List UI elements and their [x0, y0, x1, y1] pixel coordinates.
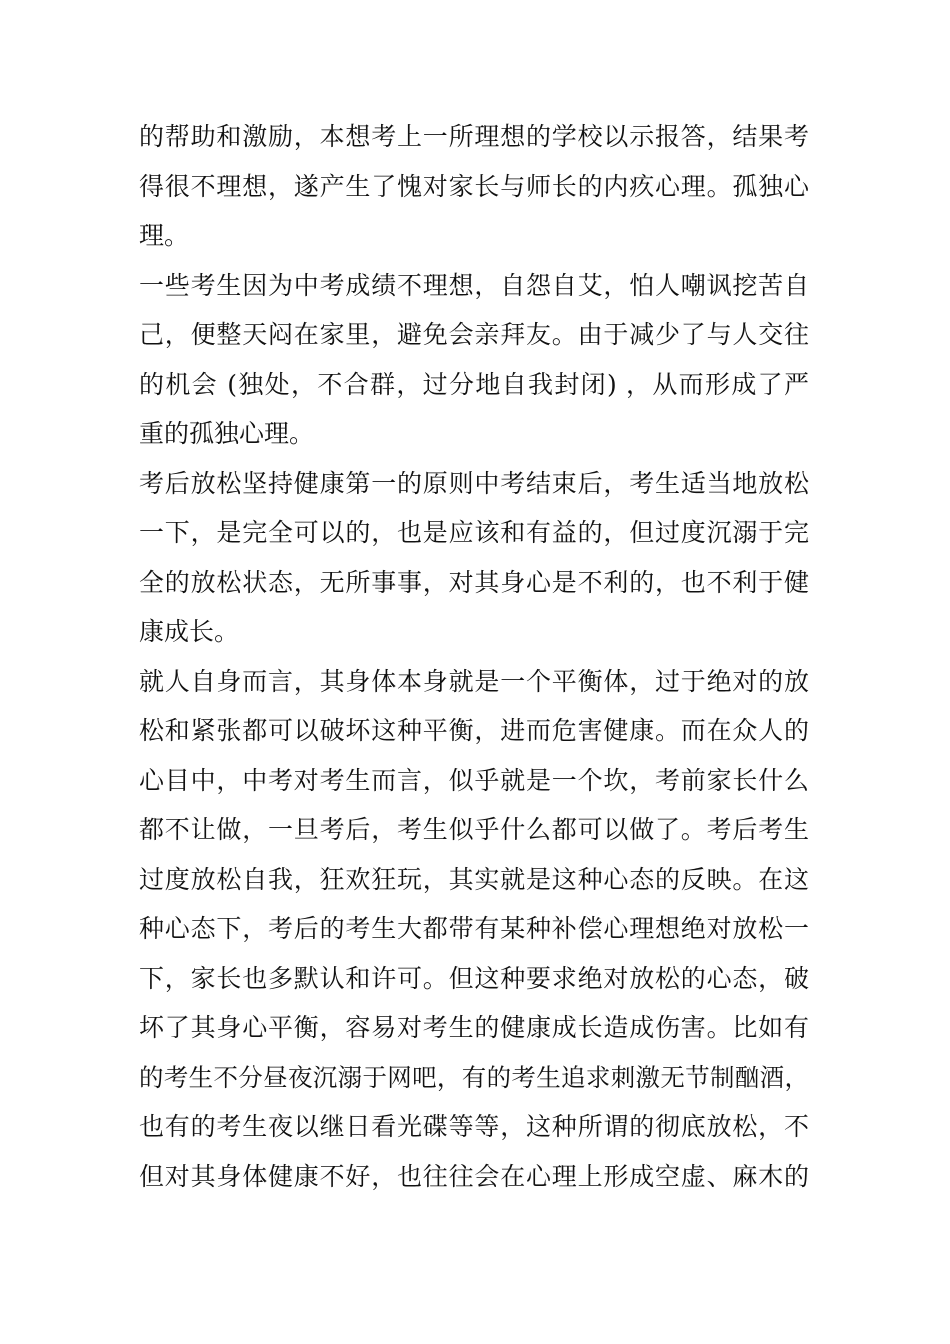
- text-line: 的帮助和激励，本想考上一所理想的学校以示报答，结果考: [139, 122, 809, 151]
- text-line: 松和紧张都可以破坏这种平衡，进而危害健康。而在众人的: [139, 716, 809, 745]
- text-line: 重的孤独心理。: [139, 419, 315, 448]
- body-text: [139, 112, 809, 1201]
- text-line: 一下，是完全可以的，也是应该和有益的，但过度沉溺于完: [139, 518, 809, 547]
- text-line: 种心态下，考后的考生大都带有某种补偿心理想绝对放松一: [139, 914, 809, 943]
- text-line: 的机会 (独处，不合群，过分地自我封闭) ，从而形成了严: [139, 369, 809, 399]
- text-line: 但对其身体健康不好，也往往会在心理上形成空虚、麻木的: [139, 1161, 809, 1191]
- text-line: 就人自身而言，其身体本身就是一个平衡体，过于绝对的放: [139, 666, 809, 696]
- text-line: 下，家长也多默认和许可。但这种要求绝对放松的心态，破: [139, 963, 809, 993]
- text-line: 也有的考生夜以继日看光碟等等，这种所谓的彻底放松，不: [139, 1112, 809, 1141]
- text-line: 全的放松状态，无所事事，对其身心是不利的，也不利于健: [139, 567, 809, 597]
- text-line: 考后放松坚持健康第一的原则中考结束后，考生适当地放松: [139, 468, 809, 498]
- text-line: 的考生不分昼夜沉溺于网吧，有的考生追求刺激无节制酗酒，: [139, 1062, 809, 1092]
- text-line: 过度放松自我，狂欢狂玩，其实就是这种心态的反映。在这: [139, 864, 809, 894]
- text-line: 心目中，中考对考生而言，似乎就是一个坎，考前家长什么: [139, 765, 809, 795]
- text-line: 康成长。: [139, 617, 240, 646]
- text-line: 坏了其身心平衡，容易对考生的健康成长造成伤害。比如有: [139, 1013, 809, 1042]
- text-line: 都不让做，一旦考后，考生似乎什么都可以做了。考后考生: [139, 815, 809, 844]
- text-line: 理。: [139, 221, 190, 250]
- text-line: 一些考生因为中考成绩不理想，自怨自艾，怕人嘲讽挖苦自: [139, 270, 809, 300]
- text-line: 己，便整天闷在家里，避免会亲拜友。由于减少了与人交往: [139, 320, 809, 349]
- text-line: 得很不理想，遂产生了愧对家长与师长的内疚心理。孤独心: [139, 171, 809, 201]
